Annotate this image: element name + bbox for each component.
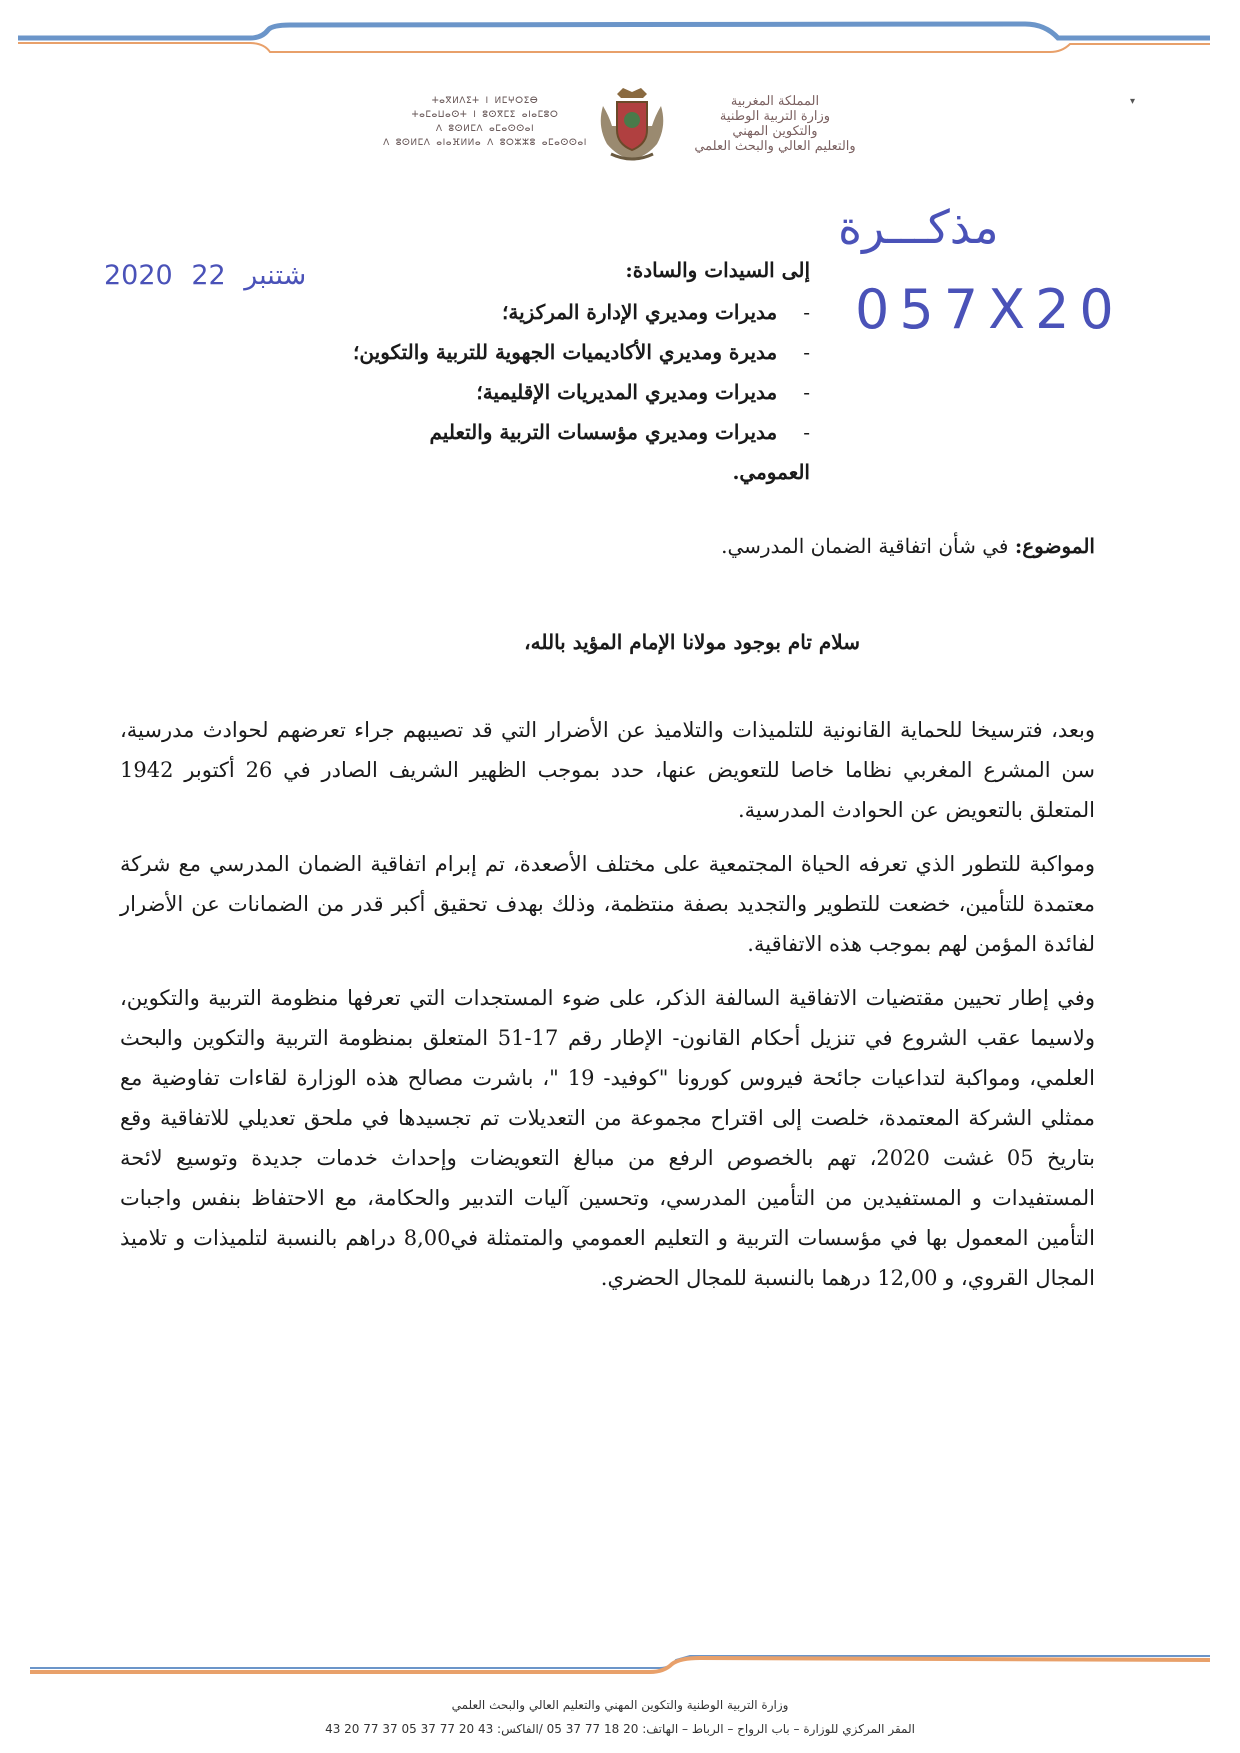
footer-ministry: وزارة التربية الوطنية والتكوين المهني والتعليم العالي والبحث العلمي: [451, 1698, 789, 1712]
body-paragraph: وفي إطار تحيين مقتضيات الاتفاقية السالفة الذكر، على ضوء المستجدات التي تعرفها منظومة التربية والتكوين، ولاسيما عقب الشروع في تنزيل أحكام القانون- الإطار رقم 17-51 المتعلق بمنظومة التربية والتكوين والبحث العلمي، ومواكبة لتداعيات جائحة فيروس كورونا "كوفيد- 19 "، باشرت مصالح هذه الوزارة لقاءات تفاوضية مع ممثلي الشركة المعتمدة، خلصت إلى اقتراح مجموعة من التعديلات تم تجسيدها في ملحق تعديلي للاتفاقية وقع بتاريخ 05 غشت 2020، تهم بالخصوص الرفع من مبالغ التعويضات وإحداث خدمات جديدة وتوسيع لائحة المستفيدات و المستفيدين من التأمين المدرسي، وتحسين آليات التدبير والحكامة، مع الاحتفاظ بنفس واجبات التأمين المعمول بها في مؤسسات التربية و التعليم العمومي والمتمثلة في8,00 دراهم بالنسبة لتلميذات و تلاميذ المجال القروي، و 12,00 درهما بالنسبة للمجال الحضري.: [120, 986, 1096, 1290]
coat-of-arms-icon: [597, 86, 667, 164]
memo-stamp-number: 057X20: [855, 278, 1124, 341]
letterhead-line: والتكوين المهني: [732, 124, 818, 139]
header-rule: [0, 0, 1240, 80]
subject-label: الموضوع:: [1014, 534, 1095, 558]
subject-line: [120, 534, 1095, 558]
list-item: [350, 292, 810, 332]
subject-text: في شأن اتفاقية الضمان المدرسي.: [721, 534, 1009, 558]
greeting: سلام تام بوجود مولانا الإمام المؤيد بالله،: [524, 630, 860, 654]
addressee-item: مديرات ومديري مؤسسات التربية والتعليم العمومي.: [429, 420, 810, 484]
footer-rule: [0, 1650, 1240, 1690]
letterhead-line: ⵜⴰⵎⴰⵡⴰⵙⵜ ⵏ ⵓⵙⴳⵎⵉ ⴰⵏⴰⵎⵓⵔ: [411, 110, 559, 120]
letterhead-arabic: [690, 94, 860, 154]
letterhead-line: والتعليم العالي والبحث العلمي: [694, 139, 856, 154]
date-stamp: [104, 260, 316, 291]
footer: [180, 1693, 1060, 1741]
letterhead-tifinagh: [370, 94, 600, 150]
date-stamp-day: 22: [191, 260, 226, 291]
list-item: [350, 372, 810, 412]
letterhead-line: وزارة التربية الوطنية: [719, 109, 831, 124]
addressee-item: مديرات ومديري الإدارة المركزية؛: [502, 300, 778, 324]
date-stamp-year: 2020: [104, 260, 173, 291]
addressee-list: [350, 292, 810, 492]
letterhead-line: ⵜⴰⴳⵍⴷⵉⵜ ⵏ ⵍⵎⵖⵔⵉⴱ: [431, 96, 539, 106]
addressee-item: مديرات ومديري المديريات الإقليمية؛: [476, 380, 778, 404]
letterhead-line: ⴷ ⵓⵙⵍⵎⴷ ⴰⵏⴰⴼⵍⵍⴰ ⴷ ⵓⵔⵣⵣⵓ ⴰⵎⴰⵙⵙⴰⵏ: [383, 138, 587, 148]
letterhead-line: ⴷ ⵓⵙⵍⵎⴷ ⴰⵎⴰⵙⵙⴰⵏ: [435, 124, 535, 134]
footer-address: المقر المركزي للوزارة – باب الرواح – الرباط – الهاتف: 20 18 77 37 05 /الفاكس: 43 20 77 37 05 37 77 20 43: [325, 1722, 915, 1736]
scan-mark-icon: ▾: [1130, 96, 1136, 107]
letterhead-line: المملكة المغربية: [730, 94, 820, 109]
addressee-item: مديرة ومديري الأكاديميات الجهوية للتربية والتكوين؛: [353, 340, 778, 364]
list-item: [350, 412, 810, 492]
date-stamp-month: شتنبر: [244, 260, 307, 291]
body-paragraph: وبعد، فترسيخا للحماية القانونية للتلميذات والتلاميذ عن الأضرار التي قد تصيبهم جراء تعرضهم لحوادث مدرسية، سن المشرع المغربي نظاما خاصا للتعويض عنها، حدد بموجب الظهير الشريف الصادر في 26 أكتوبر 1942 المتعلق بالتعويض عن الحوادث المدرسية.: [120, 718, 1095, 822]
list-item: [350, 332, 810, 372]
addressee-block: [350, 250, 810, 492]
memo-stamp-word: مذكـــرة: [838, 200, 999, 254]
letter-body: [120, 710, 1095, 1312]
addressee-heading: إلى السيدات والسادة:: [625, 258, 810, 282]
body-paragraph: ومواكبة للتطور الذي تعرفه الحياة المجتمعية على مختلف الأصعدة، تم إبرام اتفاقية الضمان المدرسي مع شركة معتمدة للتأمين، خضعت للتطوير والتجديد بصفة منتظمة، وذلك بهدف تحقيق أكبر قدر من الضمانات عن الأضرار لفائدة المؤمن لهم بموجب هذه الاتفاقية.: [120, 852, 1095, 956]
